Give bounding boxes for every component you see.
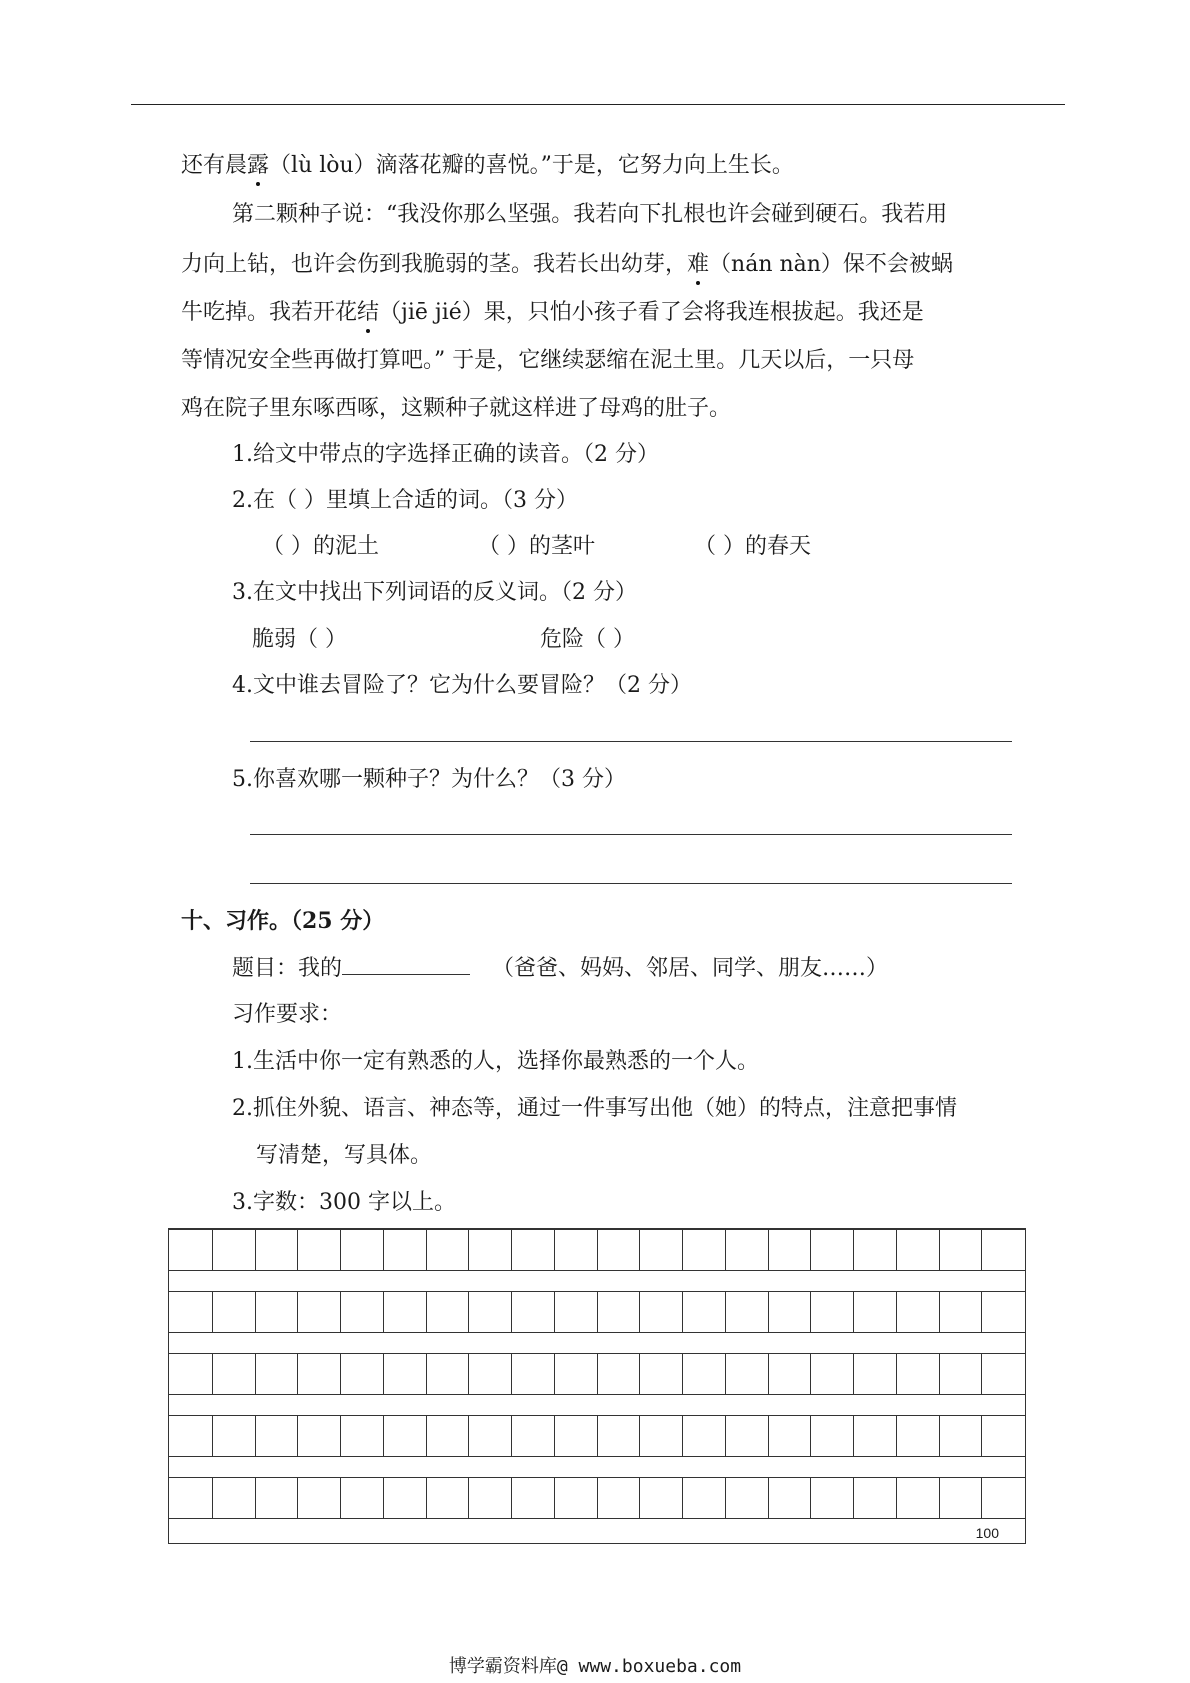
grid-cell-divider bbox=[212, 1230, 213, 1270]
q3-item-2: 危险（ ） bbox=[540, 627, 635, 652]
dotted-char: 难 bbox=[687, 250, 709, 280]
grid-cell-divider bbox=[768, 1354, 769, 1394]
grid-cell-divider bbox=[725, 1416, 726, 1456]
grid-cell-divider bbox=[981, 1478, 982, 1518]
grid-cell-divider bbox=[682, 1292, 683, 1332]
question-4: 4.文中谁去冒险了？它为什么要冒险？（2 分） bbox=[232, 673, 692, 698]
q2-blank-3: （ ）的春天 bbox=[694, 534, 811, 559]
grid-cell-divider bbox=[853, 1416, 854, 1456]
grid-cell-divider bbox=[212, 1416, 213, 1456]
grid-row bbox=[169, 1415, 1025, 1457]
grid-cell-divider bbox=[383, 1478, 384, 1518]
grid-cell-divider bbox=[981, 1354, 982, 1394]
grid-cell-divider bbox=[682, 1416, 683, 1456]
grid-cell-divider bbox=[810, 1478, 811, 1518]
grid-cell-divider bbox=[853, 1230, 854, 1270]
grid-cell-divider bbox=[554, 1292, 555, 1332]
question-2: 2.在（ ）里填上合适的词。（3 分） bbox=[232, 488, 578, 513]
grid-cell-divider bbox=[810, 1354, 811, 1394]
question-1: 1.给文中带点的字选择正确的读音。（2 分） bbox=[232, 442, 659, 467]
grid-cell-divider bbox=[597, 1292, 598, 1332]
grid-cell-divider bbox=[639, 1354, 640, 1394]
grid-cell-divider bbox=[939, 1354, 940, 1394]
grid-cell-divider bbox=[511, 1354, 512, 1394]
requirement-1: 1.生活中你一定有熟悉的人，选择你最熟悉的一个人。 bbox=[232, 1049, 759, 1074]
grid-cell-divider bbox=[554, 1416, 555, 1456]
grid-cell-divider bbox=[297, 1354, 298, 1394]
grid-cell-divider bbox=[810, 1230, 811, 1270]
passage-line-2: 第二颗种子说：“我没你那么坚强。我若向下扎根也许会碰到硬石。我若用 bbox=[232, 202, 948, 227]
header-rule bbox=[131, 104, 1065, 105]
grid-cell-divider bbox=[297, 1230, 298, 1270]
grid-cell-divider bbox=[426, 1230, 427, 1270]
grid-cell-divider bbox=[340, 1416, 341, 1456]
dotted-char: 露 bbox=[247, 151, 269, 181]
question-5: 5.你喜欢哪一颗种子？为什么？（3 分） bbox=[232, 767, 626, 792]
q2-blank-1: （ ）的泥土 bbox=[262, 534, 379, 559]
grid-cell-divider bbox=[725, 1292, 726, 1332]
grid-cell-divider bbox=[896, 1292, 897, 1332]
topic-blank[interactable] bbox=[342, 952, 470, 975]
grid-cell-divider bbox=[468, 1292, 469, 1332]
answer-line[interactable] bbox=[250, 834, 1012, 835]
answer-line[interactable] bbox=[250, 883, 1012, 884]
grid-row bbox=[169, 1353, 1025, 1395]
grid-cell-divider bbox=[426, 1292, 427, 1332]
char-count-marker: 100 bbox=[975, 1525, 999, 1541]
grid-cell-divider bbox=[768, 1416, 769, 1456]
grid-cell-divider bbox=[468, 1354, 469, 1394]
grid-cell-divider bbox=[297, 1478, 298, 1518]
grid-cell-divider bbox=[340, 1292, 341, 1332]
grid-cell-divider bbox=[896, 1354, 897, 1394]
footer-watermark: 博学霸资料库@ www.boxueba.com bbox=[448, 1656, 742, 1677]
grid-cell-divider bbox=[682, 1478, 683, 1518]
passage-line-4: 牛吃掉。我若开花结（jiē jié）果，只怕小孩子看了会将我连根拔起。我还是 bbox=[181, 298, 924, 328]
grid-cell-divider bbox=[340, 1230, 341, 1270]
grid-cell-divider bbox=[297, 1416, 298, 1456]
grid-cell-divider bbox=[468, 1230, 469, 1270]
grid-cell-divider bbox=[639, 1478, 640, 1518]
passage-line-1: 还有晨露（lù lòu）滴落花瓣的喜悦。”于是，它努力向上生长。 bbox=[181, 151, 794, 181]
dotted-char: 结 bbox=[357, 298, 379, 328]
grid-cell-divider bbox=[340, 1354, 341, 1394]
grid-cell-divider bbox=[383, 1416, 384, 1456]
grid-cell-divider bbox=[255, 1416, 256, 1456]
grid-cell-divider bbox=[511, 1478, 512, 1518]
grid-cell-divider bbox=[896, 1478, 897, 1518]
q3-item-1: 脆弱（ ） bbox=[252, 627, 347, 652]
grid-cell-divider bbox=[939, 1230, 940, 1270]
grid-row bbox=[169, 1477, 1025, 1519]
requirement-2-continued: 写清楚，写具体。 bbox=[256, 1143, 433, 1168]
grid-cell-divider bbox=[810, 1292, 811, 1332]
grid-cell-divider bbox=[297, 1292, 298, 1332]
grid-cell-divider bbox=[426, 1354, 427, 1394]
passage-line-3: 力向上钻，也许会伤到我脆弱的茎。我若长出幼芽，难（nán nàn）保不会被蜗 bbox=[181, 250, 953, 280]
grid-cell-divider bbox=[597, 1230, 598, 1270]
grid-cell-divider bbox=[768, 1230, 769, 1270]
grid-cell-divider bbox=[682, 1230, 683, 1270]
grid-cell-divider bbox=[853, 1292, 854, 1332]
grid-cell-divider bbox=[468, 1416, 469, 1456]
grid-cell-divider bbox=[597, 1478, 598, 1518]
grid-cell-divider bbox=[981, 1292, 982, 1332]
grid-cell-divider bbox=[725, 1354, 726, 1394]
grid-cell-divider bbox=[511, 1230, 512, 1270]
grid-cell-divider bbox=[768, 1292, 769, 1332]
requirements-title: 习作要求： bbox=[232, 1002, 343, 1027]
requirement-3: 3.字数：300 字以上。 bbox=[232, 1190, 456, 1215]
grid-cell-divider bbox=[554, 1354, 555, 1394]
grid-cell-divider bbox=[981, 1416, 982, 1456]
grid-cell-divider bbox=[340, 1478, 341, 1518]
grid-cell-divider bbox=[896, 1416, 897, 1456]
passage-line-6: 鸡在院子里东啄西啄，这颗种子就这样进了母鸡的肚子。 bbox=[181, 396, 732, 421]
grid-cell-divider bbox=[255, 1230, 256, 1270]
grid-cell-divider bbox=[212, 1354, 213, 1394]
grid-cell-divider bbox=[255, 1478, 256, 1518]
grid-cell-divider bbox=[255, 1292, 256, 1332]
grid-cell-divider bbox=[639, 1416, 640, 1456]
grid-cell-divider bbox=[554, 1230, 555, 1270]
grid-cell-divider bbox=[725, 1478, 726, 1518]
grid-cell-divider bbox=[682, 1354, 683, 1394]
answer-line[interactable] bbox=[250, 741, 1012, 742]
grid-cell-divider bbox=[426, 1416, 427, 1456]
grid-cell-divider bbox=[426, 1478, 427, 1518]
grid-cell-divider bbox=[383, 1354, 384, 1394]
grid-cell-divider bbox=[511, 1292, 512, 1332]
question-3: 3.在文中找出下列词语的反义词。（2 分） bbox=[232, 580, 637, 605]
grid-cell-divider bbox=[212, 1292, 213, 1332]
grid-cell-divider bbox=[597, 1354, 598, 1394]
q2-blank-2: （ ）的茎叶 bbox=[478, 534, 595, 559]
grid-cell-divider bbox=[939, 1478, 940, 1518]
grid-cell-divider bbox=[896, 1230, 897, 1270]
grid-cell-divider bbox=[383, 1292, 384, 1332]
grid-cell-divider bbox=[383, 1230, 384, 1270]
grid-cell-divider bbox=[511, 1416, 512, 1456]
passage-line-5: 等情况安全些再做打算吧。” 于是，它继续瑟缩在泥土里。几天以后，一只母 bbox=[181, 348, 915, 373]
grid-cell-divider bbox=[468, 1478, 469, 1518]
grid-cell-divider bbox=[853, 1354, 854, 1394]
grid-cell-divider bbox=[725, 1230, 726, 1270]
grid-cell-divider bbox=[939, 1292, 940, 1332]
grid-cell-divider bbox=[554, 1478, 555, 1518]
grid-cell-divider bbox=[255, 1354, 256, 1394]
writing-grid[interactable] bbox=[168, 1228, 1026, 1544]
requirement-2: 2.抓住外貌、语言、神态等，通过一件事写出他（她）的特点，注意把事情 bbox=[232, 1096, 957, 1121]
grid-row bbox=[169, 1229, 1025, 1271]
grid-cell-divider bbox=[597, 1416, 598, 1456]
grid-cell-divider bbox=[639, 1292, 640, 1332]
grid-cell-divider bbox=[768, 1478, 769, 1518]
grid-cell-divider bbox=[981, 1230, 982, 1270]
grid-cell-divider bbox=[853, 1478, 854, 1518]
grid-cell-divider bbox=[639, 1230, 640, 1270]
section-heading: 十、习作。（25 分） bbox=[181, 908, 385, 934]
essay-topic: 题目：我的 （爸爸、妈妈、邻居、同学、朋友……） bbox=[232, 952, 888, 984]
grid-row bbox=[169, 1291, 1025, 1333]
grid-cell-divider bbox=[212, 1478, 213, 1518]
grid-cell-divider bbox=[810, 1416, 811, 1456]
grid-cell-divider bbox=[939, 1416, 940, 1456]
